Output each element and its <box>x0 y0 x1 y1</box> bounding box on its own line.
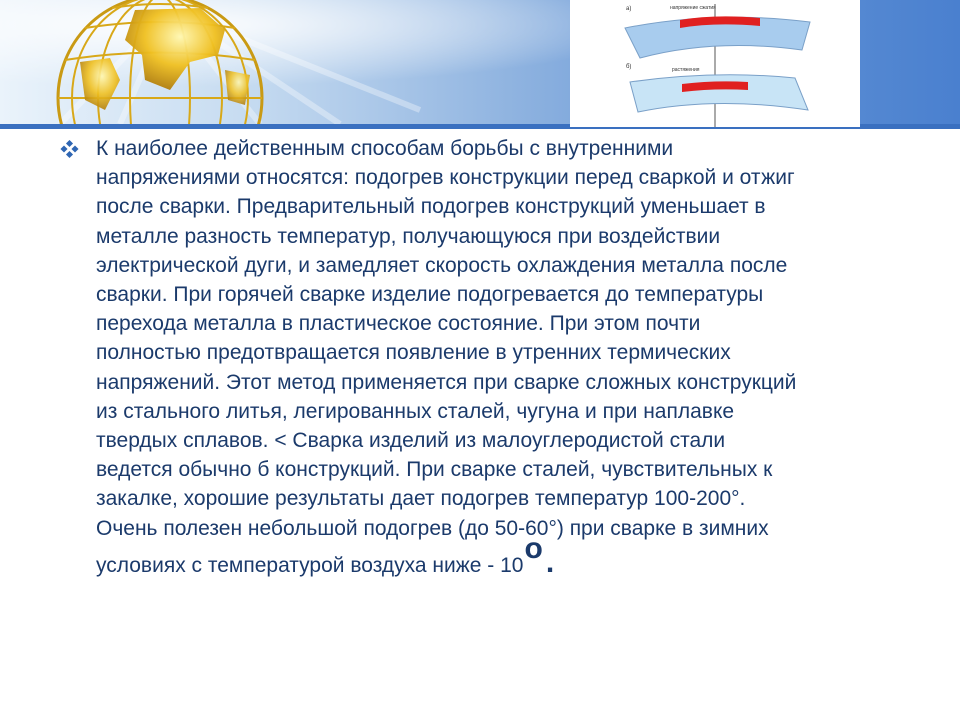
weld-stress-diagram <box>570 0 860 127</box>
paragraph-line: напряжениями относятся: подогрев конструкции перед сваркой и отжиг <box>96 166 795 190</box>
diagram-tag-b: б) <box>626 64 632 70</box>
stress-diagram-image <box>570 0 860 127</box>
paragraph-line: металле разность температур, получающуюся при воздействии <box>96 224 721 248</box>
diamond-bullet-icon <box>60 140 80 160</box>
end-mark: . <box>545 546 555 579</box>
paragraph-line: из стального литья, легированных сталей, чугуна и при наплавке <box>96 399 735 423</box>
degree-mark: o <box>524 532 543 565</box>
paragraph-line: К наиболее действенным способам борьбы с внутренними <box>96 137 674 160</box>
diagram-caption-a: напряжение сжатия <box>670 5 716 11</box>
paragraph-line: напряжений. Этот метод применяется при сварке сложных конструкций <box>96 370 797 394</box>
main-paragraph <box>96 134 916 543</box>
diagram-caption-b: растяжения <box>672 67 700 73</box>
paragraph-line: Очень полезен небольшой подогрев (до 50-60°) при сварке в зимних <box>96 516 769 540</box>
paragraph-line: перехода металла в пластическое состояние. При этом почти <box>96 312 701 336</box>
paragraph-line: после сварки. Предварительный подогрев конструкций уменьшает в <box>96 195 766 219</box>
paragraph-line: твердых сплавов. < Сварка изделий из малоуглеродистой стали <box>96 429 726 453</box>
paragraph-line: закалке, хорошие результаты дает подогрев температур 100-200°. <box>96 487 746 511</box>
paragraph-line: ведется обычно б конструкций. При сварке сталей, чувствительных к <box>96 458 773 482</box>
paragraph-line: электрической дуги, и замедляет скорость охлаждения металла после <box>96 253 788 277</box>
diagram-tag-a: a) <box>626 6 632 12</box>
paragraph-line: полностью предотвращается появление в утренних термических <box>96 341 731 365</box>
paragraph-last-line <box>96 532 555 580</box>
golden-globe-logo <box>50 0 270 124</box>
last-line-text: условиях с температурой воздуха ниже - 10 <box>96 554 524 577</box>
paragraph-line: сварки. При горячей сварке изделие подогревается до температуры <box>96 283 764 307</box>
